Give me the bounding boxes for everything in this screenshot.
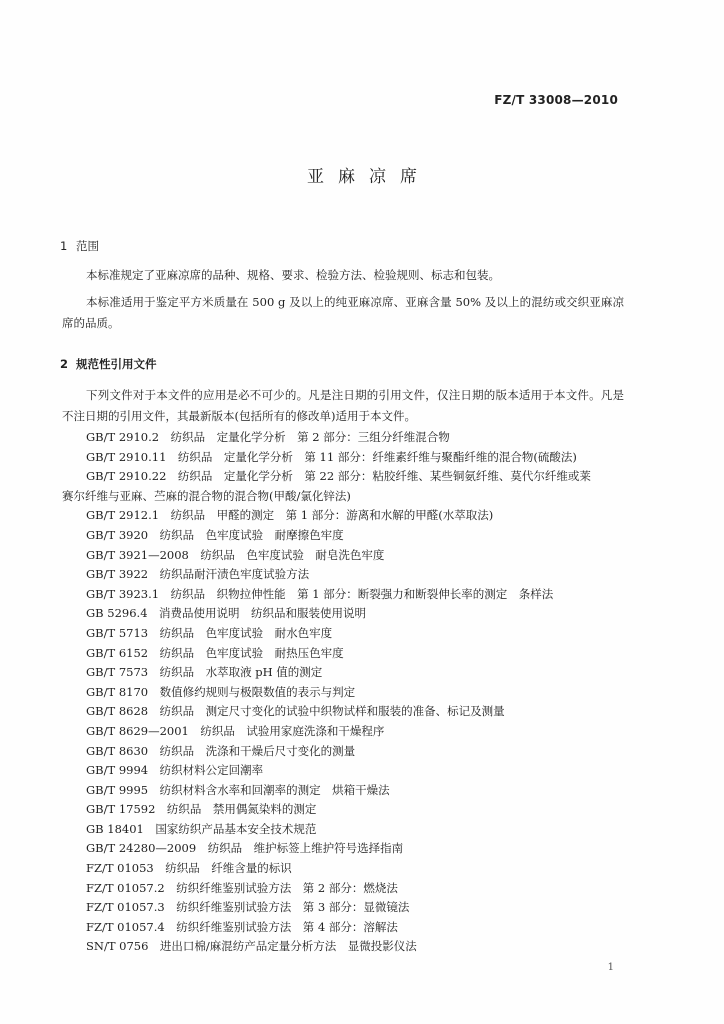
section-2-title: 规范性引用文件 — [76, 357, 157, 371]
reference-item: FZ/T 01053 纺织品 纤维含量的标识 — [86, 861, 292, 876]
reference-item: FZ/T 01057.3 纺织纤维鉴别试验方法 第 3 部分：显微镜法 — [86, 900, 410, 915]
reference-item: GB/T 3920 纺织品 色牢度试验 耐摩擦色牢度 — [86, 527, 344, 542]
section-1-paragraph-1: 本标准规定了亚麻凉席的品种、规格、要求、检验方法、检验规则、标志和包装。 — [86, 268, 500, 282]
section-2-intro: 下列文件对于本文件的应用是必不可少的。凡是注日期的引用文件，仅注日期的版本适用于本文件。凡是不注日期的引用文件，其最新版本(包括所有的修改单)适用于本文件。 — [62, 388, 624, 423]
reference-item: GB/T 8630 纺织品 洗涤和干燥后尺寸变化的测量 — [86, 743, 356, 758]
reference-item: GB/T 9994 纺织材料公定回潮率 — [86, 763, 264, 778]
reference-item: GB/T 2910.11 纺织品 定量化学分析 第 11 部分：纤维素纤维与聚酯纤维的混合物(硫酸法) — [86, 449, 577, 464]
section-2-number: 2 — [60, 357, 69, 371]
section-2-heading — [60, 356, 157, 372]
reference-item: GB/T 2910.2 纺织品 定量化学分析 第 2 部分：三组分纤维混合物 — [86, 430, 450, 444]
reference-item: FZ/T 01057.4 纺织纤维鉴别试验方法 第 4 部分：溶解法 — [86, 919, 398, 934]
reference-item: GB/T 17592 纺织品 禁用偶氮染料的测定 — [86, 802, 317, 817]
reference-item: GB/T 9995 纺织材料含水率和回潮率的测定 烘箱干燥法 — [86, 782, 390, 797]
section-1-heading — [60, 238, 99, 254]
reference-list — [62, 428, 624, 957]
reference-item: GB/T 2912.1 纺织品 甲醛的测定 第 1 部分：游离和水解的甲醛(水萃取法) — [86, 508, 494, 523]
reference-item-continuation: 赛尔纤维与亚麻、苎麻的混合物的混合物(甲酸/氯化锌法) — [62, 488, 351, 503]
reference-item: SN/T 0756 进出口棉/麻混纺产品定量分析方法 显微投影仪法 — [86, 939, 417, 954]
reference-item: GB/T 3923.1 纺织品 织物拉伸性能 第 1 部分：断裂强力和断裂伸长率的测定 条样法 — [86, 586, 554, 601]
reference-item: GB 18401 国家纺织产品基本安全技术规范 — [86, 821, 317, 836]
reference-item: GB/T 8629—2001 纺织品 试验用家庭洗涤和干燥程序 — [86, 723, 385, 738]
section-1-number: 1 — [60, 239, 68, 253]
reference-item: GB/T 8628 纺织品 测定尺寸变化的试验中织物试样和服装的准备、标记及测量 — [86, 704, 505, 719]
reference-item: GB/T 7573 纺织品 水萃取液 pH 值的测定 — [86, 665, 323, 680]
reference-item: GB/T 3921—2008 纺织品 色牢度试验 耐皂洗色牢度 — [86, 547, 385, 562]
reference-item: GB/T 24280—2009 纺织品 维护标签上维护符号选择指南 — [86, 841, 404, 856]
reference-item: GB/T 3922 纺织品耐汗渍色牢度试验方法 — [86, 567, 310, 582]
page-number: 1 — [607, 962, 614, 973]
reference-item: GB/T 2910.22 纺织品 定量化学分析 第 22 部分：粘胶纤维、某些铜氨纤维、莫代尔纤维或莱 — [86, 469, 591, 484]
reference-item: FZ/T 01057.2 纺织纤维鉴别试验方法 第 2 部分：燃烧法 — [86, 880, 398, 895]
section-1-title: 范围 — [76, 239, 99, 253]
standard-code: FZ/T 33008—2010 — [494, 93, 618, 107]
document-title: 亚麻凉席 — [307, 167, 431, 187]
reference-item: GB/T 6152 纺织品 色牢度试验 耐热压色牢度 — [86, 645, 344, 660]
section-1-paragraph-2: 本标准适用于鉴定平方米质量在 500 g 及以上的纯亚麻凉席、亚麻含量 50% 及以上的混纺或交织亚麻凉席的品质。 — [62, 295, 624, 330]
reference-item: GB 5296.4 消费品使用说明 纺织品和服装使用说明 — [86, 606, 367, 621]
reference-item: GB/T 8170 数值修约规则与极限数值的表示与判定 — [86, 684, 356, 699]
reference-item: GB/T 5713 纺织品 色牢度试验 耐水色牢度 — [86, 625, 333, 640]
